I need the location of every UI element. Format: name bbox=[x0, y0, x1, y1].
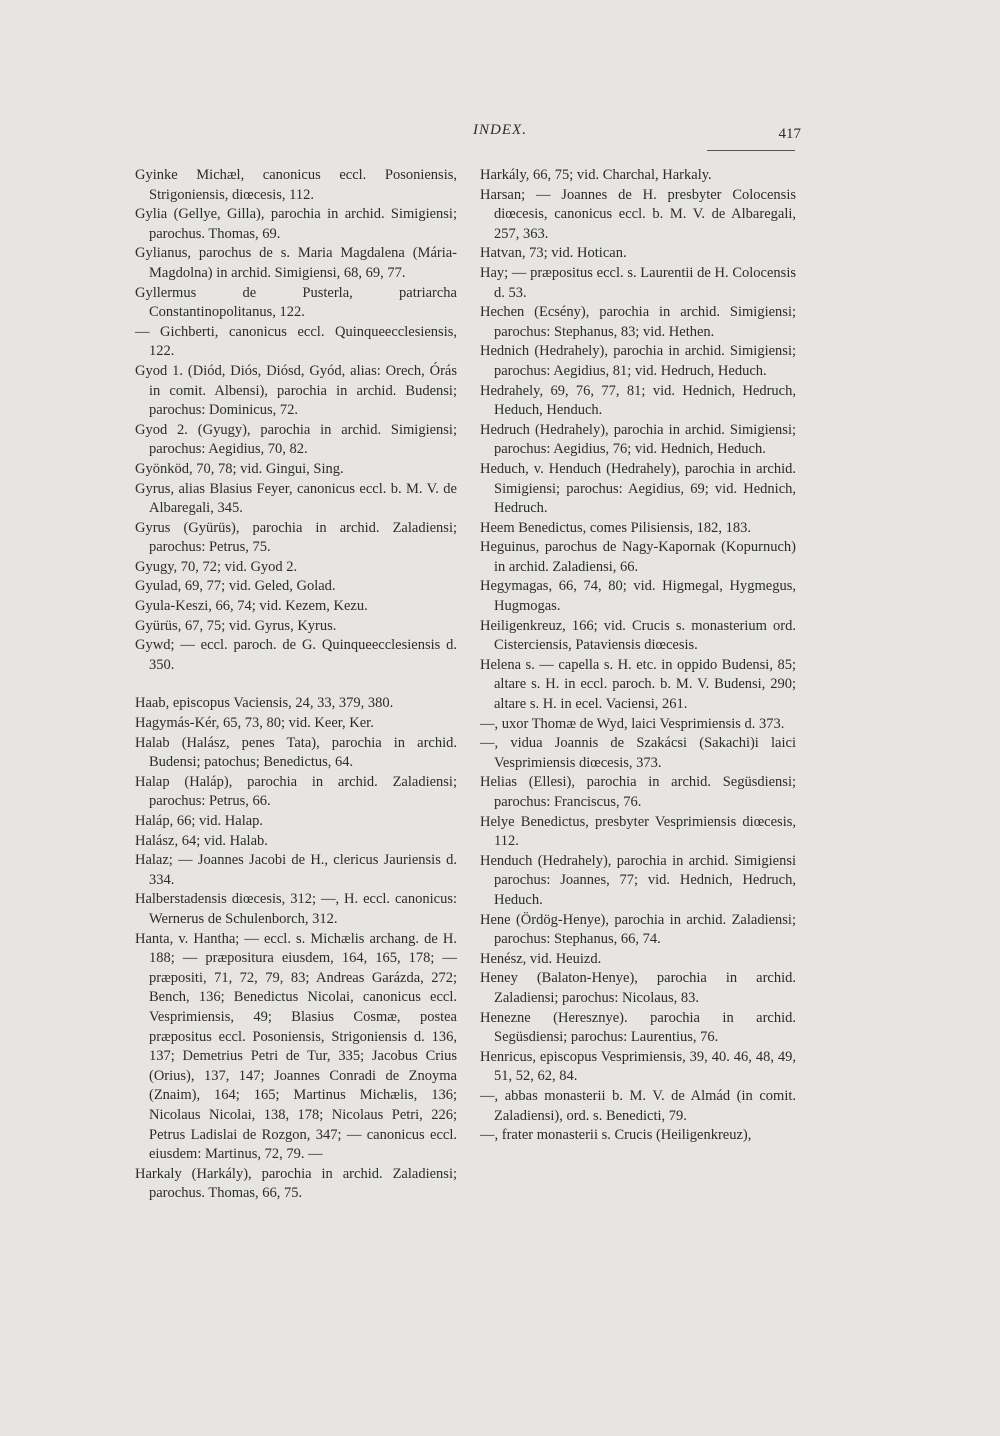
index-entry: Haab, episcopus Vaciensis, 24, 33, 379, 380. bbox=[135, 695, 394, 712]
index-entry: Halap (Haláp), parochia in archid. Zaladiensi; parochus: Petrus, 66. bbox=[135, 773, 457, 810]
index-entry: Hay; — præpositus eccl. s. Laurentii de H. Colocensis d. 53. bbox=[480, 264, 796, 301]
index-entry: Gyürüs, 67, 75; vid. Gyrus, Kyrus. bbox=[135, 617, 337, 634]
index-entry: — Gichberti, canonicus eccl. Quinqueecclesiensis, 122. bbox=[135, 323, 457, 360]
index-entry: Henduch (Hedrahely), parochia in archid. Simigiensi parochus: Joannes, 77; vid. Hednich, Hedruch, Heduch. bbox=[480, 852, 796, 908]
index-entry: Hanta, v. Hantha; — eccl. s. Michælis archang. de H. 188; — præpositura eiusdem, 164, 165, 178; — præpositi, 71, 72, 79, 83; Andreas Garázda, 272; Bench, 136; Benedictus Nicolai, canonicus eccl. Vesprimiensis, 49; Blasius Cosmæ, postea præpositus eccl. Posoniensis, Strigoniensis d. 136, 137; Demetrius Petri de Tur, 335; Jacobus Crius (Orius), 137, 147; Joannes Conradi de Znoyma (Znaim), 164; 165; Martinus Michælis, 136; Nicolaus Nicolai, 138, 178; Nicolaus Petri, 226; Petrus Ladislai de Rozgon, 347; — canonicus eccl. eiusdem: Martinus, 72, 79. — bbox=[135, 930, 457, 1163]
index-entry: Heguinus, parochus de Nagy-Kapornak (Kopurnuch) in archid. Zaladiensi, 66. bbox=[480, 539, 796, 575]
index-entry: Henész, vid. Heuizd. bbox=[480, 950, 602, 967]
index-entry: Gyllermus de Pusterla, patriarcha Constantinopolitanus, 122. bbox=[135, 284, 457, 321]
index-entry: Gylianus, parochus de s. Maria Magdalena (Mária-Magdolna) in archid. Simigiensi, 68, 69, 77. bbox=[135, 245, 457, 281]
index-entry: Hagymás-Kér, 65, 73, 80; vid. Keer, Ker. bbox=[135, 715, 374, 732]
right-column bbox=[480, 166, 796, 1146]
index-entry: Hatvan, 73; vid. Hotican. bbox=[480, 245, 627, 262]
index-entry: Henricus, episcopus Vesprimiensis, 39, 40. 46, 48, 49, 51, 52, 62, 84. bbox=[480, 1048, 796, 1085]
index-entry: Gyrus (Gyürüs), parochia in archid. Zaladiensi; parochus: Petrus, 75. bbox=[135, 519, 457, 556]
index-entry: Halaz; — Joannes Jacobi de H., clericus Jauriensis d. 334. bbox=[135, 852, 457, 888]
index-entry: Heiligenkreuz, 166; vid. Crucis s. monasterium ord. Cisterciensis, Pataviensis diœcesis. bbox=[480, 617, 796, 654]
index-entry: Helena s. — capella s. H. etc. in oppido Budensi, 85; altare s. H. in eccl. paroch. b. M. V. Budensi, 290; altare s. H. in ecel. Vaciensi, 261. bbox=[480, 656, 796, 713]
index-entry: Gyönköd, 70, 78; vid. Gingui, Sing. bbox=[135, 460, 344, 477]
index-entry: Harkaly (Harkály), parochia in archid. Zaladiensi; parochus. Thomas, 66, 75. bbox=[135, 1165, 457, 1202]
index-entry: Gyugy, 70, 72; vid. Gyod 2. bbox=[135, 558, 298, 575]
index-entry: Gyula-Keszi, 66, 74; vid. Kezem, Kezu. bbox=[135, 598, 368, 615]
header-rule bbox=[707, 150, 795, 151]
index-entry: Hechen (Ecsény), parochia in archid. Simigiensi; parochus: Stephanus, 83; vid. Hethen. bbox=[480, 304, 796, 340]
index-entry: Helias (Ellesi), parochia in archid. Següsdiensi; parochus: Franciscus, 76. bbox=[480, 774, 796, 810]
index-entry: —, vidua Joannis de Szakácsi (Sakachi)i laici Vesprimiensis diœcesis, 373. bbox=[480, 735, 796, 771]
index-entry: —, frater monasterii s. Crucis (Heiligenkreuz), bbox=[480, 1127, 752, 1144]
index-entry: Henezne (Heresznye). parochia in archid. Següsdiensi; parochus: Laurentius, 76. bbox=[480, 1009, 796, 1046]
index-entry: Heney (Balaton-Henye), parochia in archid. Zaladiensi; parochus: Nicolaus, 83. bbox=[480, 970, 796, 1006]
index-entry: Gyod 1. (Diód, Diós, Diósd, Gyód, alias: Orech, Órás in comit. Albensi), parochia in archid. Budensi; parochus: Dominicus, 72. bbox=[135, 362, 457, 419]
index-entry: Haláp, 66; vid. Halap. bbox=[135, 813, 264, 829]
index-entry: Gyrus, alias Blasius Feyer, canonicus eccl. b. M. V. de Albaregali, 345. bbox=[135, 480, 457, 517]
index-entry: Halász, 64; vid. Halab. bbox=[135, 832, 268, 849]
index-entry: Harkály, 66, 75; vid. Charchal, Harkaly. bbox=[480, 167, 712, 183]
index-entry: Hedruch (Hedrahely), parochia in archid. Simigiensi; parochus: Aegidius, 76; vid. Hednich, Heduch. bbox=[480, 421, 796, 458]
index-entry: Heem Benedictus, comes Pilisiensis, 182, 183. bbox=[480, 519, 752, 536]
index-entry: Helye Benedictus, presbyter Vesprimiensis diœcesis, 112. bbox=[480, 813, 796, 850]
index-entry: —, uxor Thomæ de Wyd, laici Vesprimiensis d. 373. bbox=[480, 715, 785, 732]
index-entry: Hednich (Hedrahely), parochia in archid. Simigiensi; parochus: Aegidius, 81; vid. Hedruch, Heduch. bbox=[480, 343, 796, 379]
index-entry: Hedrahely, 69, 76, 77, 81; vid. Hednich, Hedruch, Heduch, Henduch. bbox=[480, 382, 796, 419]
left-column bbox=[135, 166, 457, 1204]
index-entry: Gyinke Michæl, canonicus eccl. Posoniensis, Strigoniensis, diœcesis, 112. bbox=[135, 167, 457, 203]
index-entry: Gyulad, 69, 77; vid. Geled, Golad. bbox=[135, 578, 336, 595]
index-entry: —, abbas monasterii b. M. V. de Almád (in comit. Zaladiensi), ord. s. Benedicti, 79. bbox=[480, 1087, 796, 1124]
index-entry: Halberstadensis diœcesis, 312; —, H. eccl. canonicus: Wernerus de Schulenborch, 312. bbox=[135, 891, 457, 927]
index-entry: Gyod 2. (Gyugy), parochia in archid. Simigiensi; parochus: Aegidius, 70, 82. bbox=[135, 421, 457, 458]
index-entry: Heduch, v. Henduch (Hedrahely), parochia in archid. Simigiensi; parochus: Aegidius, 69; vid. Hednich, Hedruch. bbox=[480, 460, 796, 517]
index-entry: Halab (Halász, penes Tata), parochia in archid. Budensi; patochus; Benedictus, 64. bbox=[135, 734, 457, 771]
index-entry: Hegymagas, 66, 74, 80; vid. Higmegal, Hygmegus, Hugmogas. bbox=[480, 578, 796, 615]
running-header-title: INDEX. bbox=[473, 122, 527, 138]
index-entry: Harsan; — Joannes de H. presbyter Colocensis diœcesis, canonicus eccl. b. M. V. de Albaregali, 257, 363. bbox=[480, 186, 796, 242]
index-entry: Gywd; — eccl. paroch. de G. Quinqueecclesiensis d. 350. bbox=[135, 637, 457, 673]
index-entry: Hene (Ördög-Henye), parochia in archid. Zaladiensi; parochus: Stephanus, 66, 74. bbox=[480, 911, 796, 948]
section-gap bbox=[135, 675, 457, 694]
index-entry: Gylia (Gellye, Gilla), parochia in archid. Simigiensi; parochus. Thomas, 69. bbox=[135, 206, 457, 242]
page-number: 417 bbox=[778, 126, 801, 142]
